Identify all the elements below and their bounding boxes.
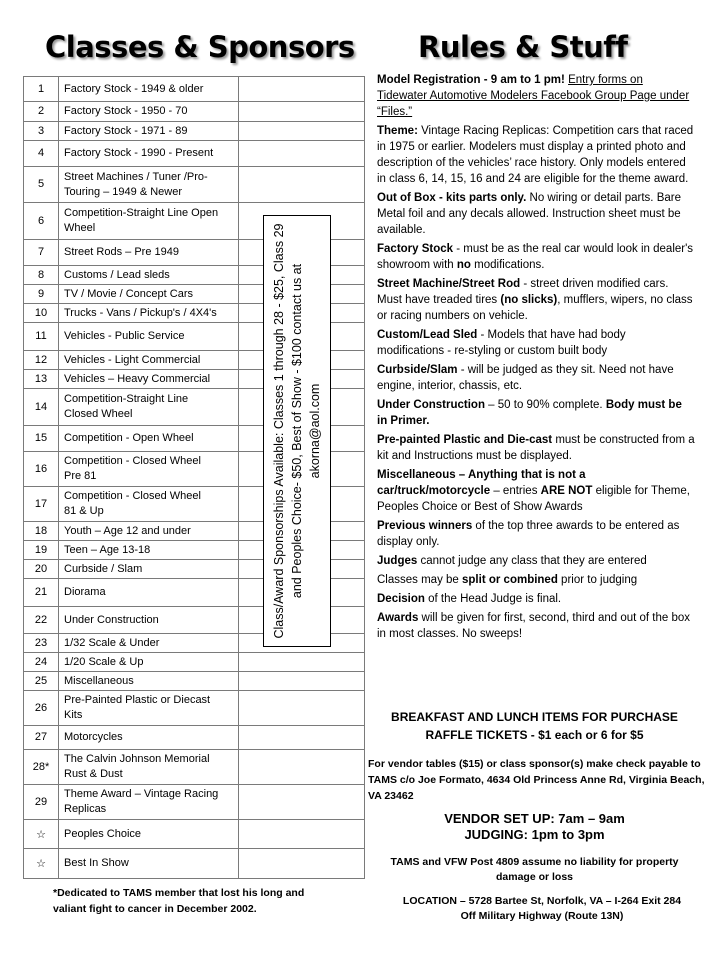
class-name: Vehicles – Heavy Commercial xyxy=(59,370,239,389)
rule-text: - will be judged as they sit. Need not have engine, interior, chassis, etc. xyxy=(377,364,674,392)
class-name: The Calvin Johnson Memorial Rust & Dust xyxy=(59,750,239,785)
rule-text: Custom/Lead Sled xyxy=(377,329,478,341)
rule-text: – entries xyxy=(490,485,541,497)
class-number: 8 xyxy=(24,266,59,285)
class-name: Theme Award – Vintage Racing Replicas xyxy=(59,785,239,820)
class-name: Factory Stock - 1971 - 89 xyxy=(59,122,239,141)
class-name: Peoples Choice xyxy=(59,820,239,849)
class-number: 3 xyxy=(24,122,59,141)
sponsor-cell xyxy=(239,785,365,820)
class-name: Pre-Painted Plastic or Diecast Kits xyxy=(59,691,239,726)
rule-item xyxy=(377,362,695,394)
rule-item xyxy=(377,432,695,464)
class-name: Youth – Age 12 and under xyxy=(59,522,239,541)
class-name: Customs / Lead sleds xyxy=(59,266,239,285)
class-name: Vehicles - Light Commercial xyxy=(59,351,239,370)
rule-text: modifications. xyxy=(470,259,545,271)
rule-item xyxy=(377,610,695,642)
liability-note: TAMS and VFW Post 4809 assume no liability for property damage or loss xyxy=(390,856,679,883)
class-name: Factory Stock - 1950 - 70 xyxy=(59,102,239,122)
rule-text: prior to judging xyxy=(557,574,638,586)
class-number: 21 xyxy=(24,579,59,607)
class-name: Street Machines / Tuner /Pro- Touring – 1949 & Newer xyxy=(59,167,239,203)
class-name: Curbside / Slam xyxy=(59,560,239,579)
sponsor-cell xyxy=(239,122,365,141)
class-number: 11 xyxy=(24,323,59,351)
rule-text: of the top three awards to be entered as display only. xyxy=(377,520,680,548)
location-line-2: Off Military Highway (Route 13N) xyxy=(460,910,624,922)
class-number: 27 xyxy=(24,726,59,750)
class-number: 13 xyxy=(24,370,59,389)
rule-text: – 50 to 90% complete. xyxy=(484,399,606,411)
sponsor-cell xyxy=(239,750,365,785)
class-number: 17 xyxy=(24,487,59,522)
class-name: Miscellaneous xyxy=(59,672,239,691)
rule-text: cannot judge any class that they are entered xyxy=(417,555,647,567)
class-number: 25 xyxy=(24,672,59,691)
rule-text: Previous winners xyxy=(377,520,473,532)
sponsor-cell xyxy=(239,653,365,672)
rule-item xyxy=(377,467,695,515)
rule-text: , mufflers, wipers, no class or racing numbers on vehicle. xyxy=(377,294,693,322)
rule-text: Judges xyxy=(377,555,418,567)
rule-text: Out of Box - kits parts only. xyxy=(377,192,527,204)
class-number: 23 xyxy=(24,634,59,653)
rule-text: Classes may be xyxy=(377,574,463,586)
class-number: 20 xyxy=(24,560,59,579)
class-name: Diorama xyxy=(59,579,239,607)
class-name: 1/32 Scale & Under xyxy=(59,634,239,653)
class-name: Factory Stock - 1949 & older xyxy=(59,77,239,102)
rule-text: ARE NOT xyxy=(540,485,593,497)
purchase-info xyxy=(372,708,697,744)
class-number: 19 xyxy=(24,541,59,560)
sponsor-cell xyxy=(239,141,365,167)
sponsor-cell xyxy=(239,726,365,750)
rule-text: Factory Stock xyxy=(377,243,454,255)
class-number: 1 xyxy=(24,77,59,102)
rule-item xyxy=(377,591,695,607)
class-number: 5 xyxy=(24,167,59,203)
rule-text: Decision xyxy=(377,593,425,605)
class-name: Under Construction xyxy=(59,607,239,634)
class-name: Vehicles - Public Service xyxy=(59,323,239,351)
class-name: Factory Stock - 1990 - Present xyxy=(59,141,239,167)
class-row xyxy=(24,102,365,122)
sponsorship-text: Class/Award Sponsorships Available: Classes 1 through 28 - $25, Class 29 and Peoples Choice- $50, Best of Show - $100 contact us at akorna@aol.com xyxy=(272,223,322,639)
class-row xyxy=(24,141,365,167)
rule-item xyxy=(377,553,695,569)
class-name: Teen – Age 13-18 xyxy=(59,541,239,560)
class-number: 4 xyxy=(24,141,59,167)
class-number: 18 xyxy=(24,522,59,541)
class-number: 24 xyxy=(24,653,59,672)
rule-text: Awards xyxy=(377,612,419,624)
class-row xyxy=(24,750,365,785)
class-row xyxy=(24,785,365,820)
class-number: 2 xyxy=(24,102,59,122)
class-row xyxy=(24,77,365,102)
class-name: Competition-Straight Line Closed Wheel xyxy=(59,389,239,426)
rule-text: Model Registration - 9 am to 1 pm! xyxy=(377,74,569,86)
sponsor-cell xyxy=(239,691,365,726)
location-info xyxy=(368,894,716,924)
rule-text: Body must be in Primer. xyxy=(377,399,682,427)
rules-list xyxy=(377,72,695,645)
class-row xyxy=(24,653,365,672)
class-name: Competition - Open Wheel xyxy=(59,426,239,452)
rule-text: Vintage Racing Replicas: Competition cars that raced in 1975 or earlier. Modelers must display a printed photo and description of the vehicles’ race history. Only models entered in class 6, 14, 15, 16 and 24 are eligible for the theme award. xyxy=(377,125,694,185)
class-name: Street Rods – Pre 1949 xyxy=(59,240,239,266)
rules-stuff-heading: Rules & Stuff xyxy=(418,30,628,64)
sponsorship-box xyxy=(263,215,331,647)
dedication-footnote: *Dedicated to TAMS member that lost his long and valiant fight to cancer in December 2002. xyxy=(53,887,305,915)
rule-text: eligible for Theme, Peoples Choice or Best of Show Awards xyxy=(377,485,690,513)
judging-line: JUDGING: 1pm to 3pm xyxy=(464,827,605,842)
class-number: 15 xyxy=(24,426,59,452)
vendor-tables-note: For vendor tables ($15) or class sponsor(s) make check payable to TAMS c/o Joe Formato, 4634 Old Princess Anne Rd, Virginia Beach, VA 23462 xyxy=(368,758,705,802)
rule-item xyxy=(377,572,695,588)
rule-text: (no slicks) xyxy=(500,294,558,306)
class-number: 28* xyxy=(24,750,59,785)
class-number: 9 xyxy=(24,285,59,304)
rule-item xyxy=(377,518,695,550)
rule-item xyxy=(377,397,695,429)
rule-text: Under Construction xyxy=(377,399,485,411)
class-name: Best In Show xyxy=(59,849,239,879)
rule-item xyxy=(377,327,695,359)
star-icon: ☆ xyxy=(24,820,59,849)
sponsor-cell xyxy=(239,672,365,691)
rule-text: split or combined xyxy=(462,574,558,586)
sponsor-cell xyxy=(239,102,365,122)
class-number: 16 xyxy=(24,452,59,487)
class-name: 1/20 Scale & Up xyxy=(59,653,239,672)
rule-text: of the Head Judge is final. xyxy=(424,593,562,605)
rule-text: - street driven modified cars. Must have treaded tires xyxy=(377,278,669,306)
class-name: Motorcycles xyxy=(59,726,239,750)
location-line-1: LOCATION – 5728 Bartee St, Norfolk, VA – I-264 Exit 284 xyxy=(402,895,682,907)
rule-item xyxy=(377,72,695,120)
raffle-line: RAFFLE TICKETS - $1 each or 6 for $5 xyxy=(425,728,644,742)
rule-text: Street Machine/Street Rod xyxy=(377,278,521,290)
rule-text: Curbside/Slam xyxy=(377,364,458,376)
sponsor-cell xyxy=(239,167,365,203)
schedule-info xyxy=(372,811,697,843)
class-number: 12 xyxy=(24,351,59,370)
class-number: 10 xyxy=(24,304,59,323)
rule-item xyxy=(377,190,695,238)
class-row xyxy=(24,820,365,849)
class-row xyxy=(24,122,365,141)
classes-sponsors-heading: Classes & Sponsors xyxy=(45,30,355,64)
class-row xyxy=(24,849,365,879)
class-name: Competition - Closed Wheel Pre 81 xyxy=(59,452,239,487)
rule-text: - must be as the real car would look in dealer's showroom with xyxy=(377,243,694,271)
class-number: 22 xyxy=(24,607,59,634)
rule-text: No wiring or detail parts. Bare Metal foil and any decals allowed. Instruction sheet must be available. xyxy=(377,192,681,236)
class-name: Trucks - Vans / Pickup's / 4X4's xyxy=(59,304,239,323)
rule-text: Theme: xyxy=(377,125,422,137)
class-number: 26 xyxy=(24,691,59,726)
breakfast-line: BREAKFAST AND LUNCH ITEMS FOR PURCHASE xyxy=(391,710,678,724)
class-name: TV / Movie / Concept Cars xyxy=(59,285,239,304)
rule-text: will be given for first, second, third and out of the box in most classes. No sweeps! xyxy=(377,612,691,640)
class-number: 14 xyxy=(24,389,59,426)
class-row xyxy=(24,691,365,726)
class-number: 29 xyxy=(24,785,59,820)
class-row xyxy=(24,167,365,203)
sponsor-cell xyxy=(239,849,365,879)
rule-text: must be constructed from a kit and Instructions must be displayed. xyxy=(377,434,695,462)
sponsor-cell xyxy=(239,820,365,849)
star-icon: ☆ xyxy=(24,849,59,879)
rule-text: no xyxy=(456,259,471,271)
sponsor-cell xyxy=(239,77,365,102)
class-row xyxy=(24,726,365,750)
class-name: Competition - Closed Wheel 81 & Up xyxy=(59,487,239,522)
class-row xyxy=(24,672,365,691)
rule-item xyxy=(377,241,695,273)
rule-item xyxy=(377,123,695,187)
class-number: 6 xyxy=(24,203,59,240)
rule-text: Miscellaneous – Anything that is not a car/truck/motorcycle xyxy=(377,469,586,497)
rule-item xyxy=(377,276,695,324)
rule-text: Pre-painted Plastic and Die-cast xyxy=(377,434,553,446)
rule-text: - Models that have had body modifications - re-styling or custom built body xyxy=(377,329,626,357)
rule-text: Entry forms on Tidewater Automotive Modelers Facebook Group Page under “Files.” xyxy=(377,74,690,118)
class-number: 7 xyxy=(24,240,59,266)
class-name: Competition-Straight Line Open Wheel xyxy=(59,203,239,240)
vendor-setup-line: VENDOR SET UP: 7am – 9am xyxy=(444,811,625,826)
